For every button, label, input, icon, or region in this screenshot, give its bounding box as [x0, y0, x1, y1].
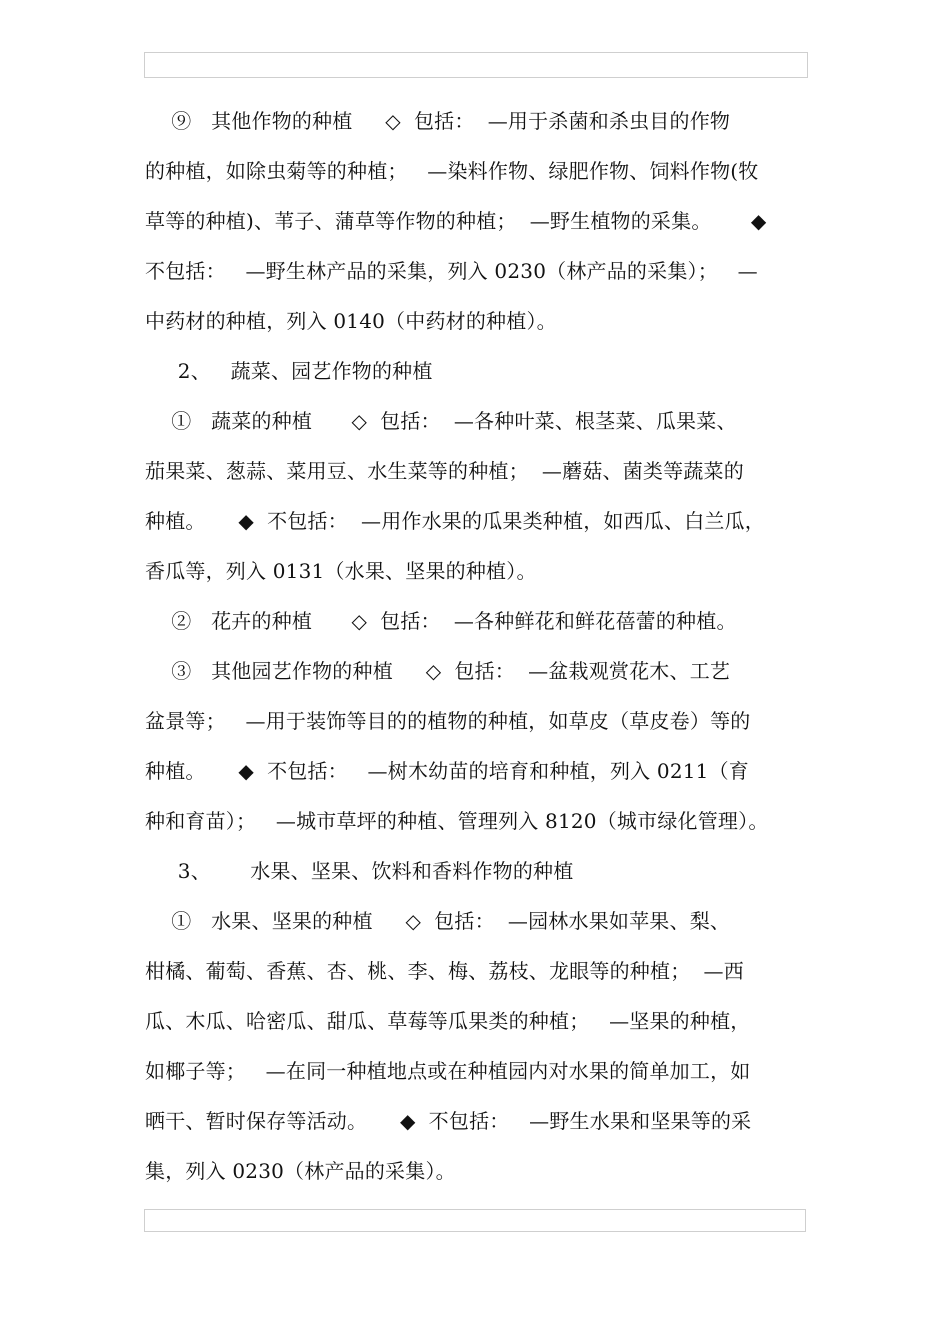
text-line: 香瓜等，列入 0131（水果、坚果的种植）。 — [145, 559, 537, 583]
section-heading: 2、 蔬菜、园艺作物的种植 — [145, 359, 433, 383]
text-line: 中药材的种植，列入 0140（中药材的种植）。 — [145, 309, 557, 333]
text-line: 种植。 ◆ 不包括： —树木幼苗的培育和种植，列入 0211（育 — [145, 759, 750, 783]
text-line: 种和育苗）； —城市草坪的种植、管理列入 8120（城市绿化管理）。 — [145, 809, 769, 833]
text-line: 集，列入 0230（林产品的采集）。 — [145, 1159, 456, 1183]
text-line: 种植。 ◆ 不包括： —用作水果的瓜果类种植，如西瓜、白兰瓜， — [145, 509, 765, 533]
text-line: 瓜、木瓜、哈密瓜、甜瓜、草莓等瓜果类的种植； —坚果的种植， — [145, 1009, 751, 1033]
document-body — [145, 96, 811, 1196]
text-line: ③ 其他园艺作物的种植 ◇ 包括： —盆栽观赏花木、工艺 — [145, 659, 731, 683]
text-line: ② 花卉的种植 ◇ 包括： —各种鲜花和鲜花蓓蕾的种植。 — [145, 609, 737, 633]
text-line: ⑨ 其他作物的种植 ◇ 包括： —用于杀菌和杀虫目的作物 — [145, 109, 731, 133]
text-line: ① 蔬菜的种植 ◇ 包括： —各种叶菜、根茎菜、瓜果菜、 — [145, 409, 737, 433]
page-footer-box — [144, 1209, 806, 1232]
text-line: 晒干、暂时保存等活动。 ◆ 不包括： —野生水果和坚果等的采 — [145, 1109, 752, 1133]
text-line: 的种植，如除虫菊等的种植； —染料作物、绿肥作物、饲料作物(牧 — [145, 159, 759, 183]
text-line: ① 水果、坚果的种植 ◇ 包括： —园林水果如苹果、梨、 — [145, 909, 731, 933]
text-line: 盆景等； —用于装饰等目的的植物的种植，如草皮（草皮卷）等的 — [145, 709, 751, 733]
text-line: 草等的种植)、苇子、蒲草等作物的种植； —野生植物的采集。 ◆ — [145, 209, 767, 233]
text-line: 不包括： —野生林产品的采集，列入 0230（林产品的采集）； — — [145, 259, 758, 283]
section-heading: 3、 水果、坚果、饮料和香料作物的种植 — [145, 859, 574, 883]
page-header-box — [144, 52, 808, 78]
text-line: 如椰子等； —在同一种植地点或在种植园内对水果的简单加工，如 — [145, 1059, 751, 1083]
text-line: 柑橘、葡萄、香蕉、杏、桃、李、梅、荔枝、龙眼等的种植； —西 — [145, 959, 744, 983]
text-line: 茄果菜、葱蒜、菜用豆、水生菜等的种植； —蘑菇、菌类等蔬菜的 — [145, 459, 744, 483]
